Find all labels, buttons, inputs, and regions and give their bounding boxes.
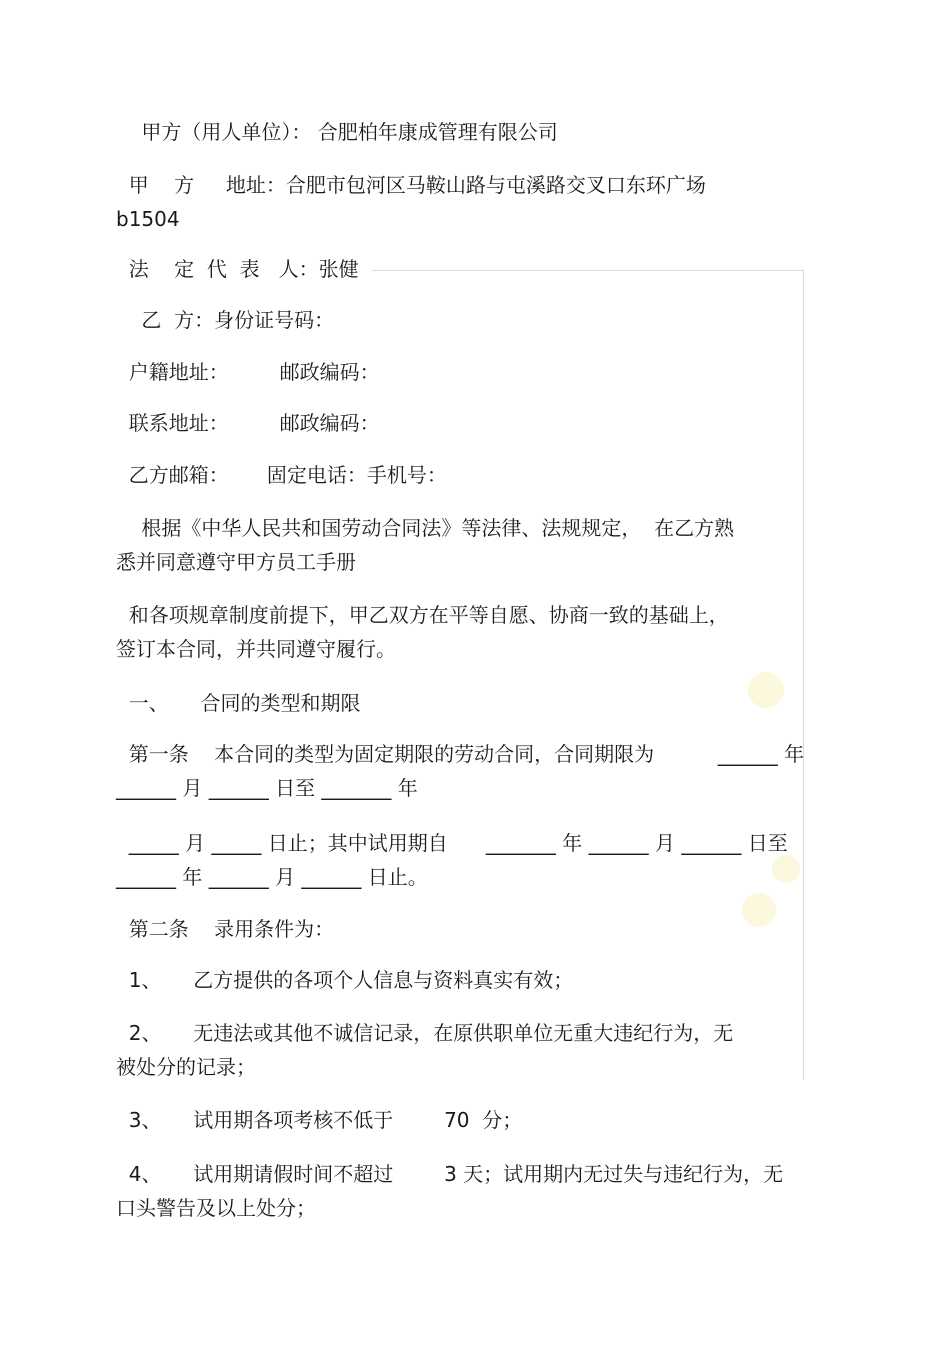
section-heading-1: 一、 合同的类型和期限 — [116, 691, 361, 715]
condition-3: 3、 试用期各项考核不低于 70 分； — [116, 1108, 523, 1132]
frame-line-right — [803, 270, 804, 1080]
preamble-paragraph-1: 根据《中华人民共和国劳动合同法》等法律、法规规定， 在乙方熟 悉并同意遵守甲方员工手册 — [116, 516, 735, 574]
party-a-address: 甲 方 地址：合肥市包河区马鞍山路与屯溪路交叉口东环广场 b1504 — [116, 173, 706, 231]
article-2: 第二条 录用条件为： — [116, 917, 335, 941]
condition-2: 2、 无违法或其他不诚信记录，在原供职单位无重大违纪行为，无 被处分的记录； — [116, 1021, 734, 1079]
condition-1: 1、 乙方提供的各项个人信息与资料真实有效； — [116, 968, 574, 992]
condition-4: 4、 试用期请假时间不超过 3 天；试用期内无过失与违纪行为，无 口头警告及以上处分； — [116, 1162, 784, 1220]
contact-address: 联系地址： 邮政编码： — [116, 411, 380, 435]
party-b-contact: 乙方邮箱： 固定电话：手机号： — [116, 463, 447, 487]
party-b-id-number: 乙 方：身份证号码： — [116, 308, 335, 332]
article-1-probation: _____ 月 _____ 日止；其中试用期自 _______ 年 ______ 月 ______ 日至 ______ 年 ______ 月 ______ 日止。 — [116, 831, 788, 889]
preamble-paragraph-2: 和各项规章制度前提下，甲乙双方在平等自愿、协商一致的基础上， 签订本合同，并共同遵守履行。 — [116, 603, 729, 661]
legal-representative: 法 定 代 表 人：张健 — [116, 257, 359, 281]
article-1: 第一条 本合同的类型为固定期限的劳动合同，合同期限为 ______ 年 ______ 月 ______ 日至 _______ 年 — [116, 742, 805, 800]
household-address: 户籍地址： 邮政编码： — [116, 360, 380, 384]
party-a-employer: 甲方（用人单位）： 合肥柏年康成管理有限公司 — [116, 120, 558, 144]
